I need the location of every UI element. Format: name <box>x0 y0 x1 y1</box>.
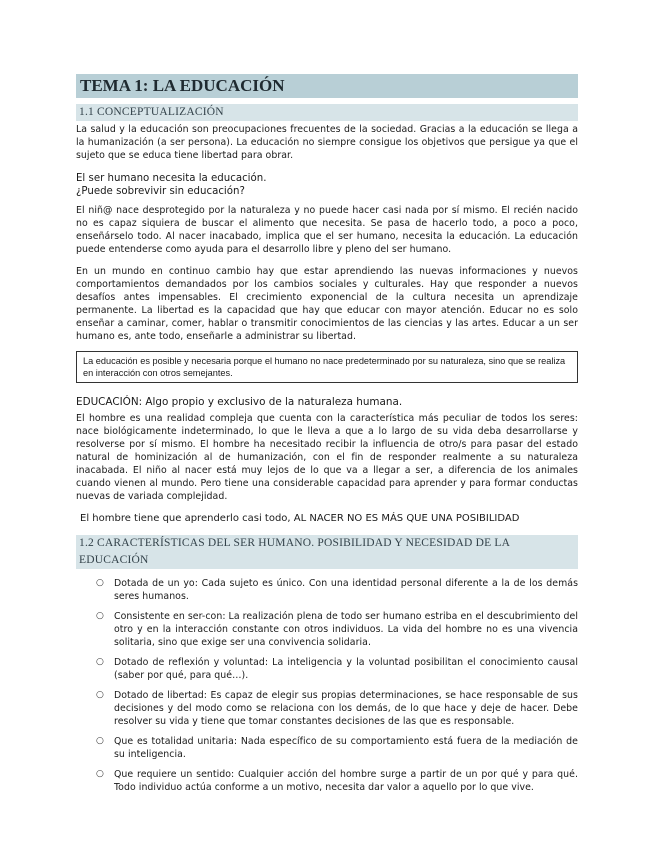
paragraph-changing-world: En un mundo en continuo cambio hay que estar aprendiendo las nuevas informaciones y nuevos comportamientos demandados por los cambios sociales y culturales. Hay que responder a nuevos desafíos antes impensables. El crecimiento exponencial de la cultura necesita un aprendizaje permanente. La libertad es la capacidad que hay que educar con mayor atención. Educar no es solo enseñar a caminar, comer, hablar o transmitir conocimientos de las ciencias y las artes. Educar a un ser humano es, ante todo, enseñarle a administrar su libertad. <box>76 266 578 342</box>
list-item-text: Que es totalidad unitaria: Nada específico de su comportamiento está fuera de la mediación de su inteligencia. <box>114 736 578 760</box>
document-page <box>76 74 578 801</box>
circle-bullet-icon: ○ <box>96 657 104 667</box>
list-item <box>76 610 578 649</box>
paragraph-newborn: El niñ@ nace desprotegido por la naturaleza y no puede hacer casi nada por sí mismo. El recién nacido no es capaz siquiera de buscar el alimento que necesita. Se pasa de hacerlo todo, a poco a poco, enseñárselo todo. Al nacer inacabado, implica que el ser humano, necesita la educación. La educación puede entenderse como ayuda para el desarrollo libre y pleno del ser humano. <box>76 205 578 255</box>
circle-bullet-icon: ○ <box>96 769 104 779</box>
paragraph-complex-reality: El hombre es una realidad compleja que cuenta con la característica más peculiar de todos los seres: nace biológicamente indeterminado, lo que le lleva a que a lo largo de su vida deba desarrollarse y resolverse por sí mismo. El hombre ha necesitado recibir la influencia de otro/s para pasar del estado natural de hominización al de humanización, con el fin de responder realmente a su naturaleza inacabada. El niño al nacer está muy lejos de lo que va a llegar a ser, a diferencia de los animales cuando vienen al mundo. Pero tiene una considerable capacidad para aprender y para formar conductas nuevas de variada complejidad. <box>76 413 578 502</box>
possibility-statement: El hombre tiene que aprenderlo casi todo, AL NACER NO ES MÁS QUE UNA POSIBILIDAD <box>80 513 520 524</box>
list-item <box>76 577 578 603</box>
section-1-title: 1.1 CONCEPTUALIZACIÓN <box>76 104 578 121</box>
characteristics-list <box>76 577 578 794</box>
question-line-1: El ser humano necesita la educación. <box>76 173 267 184</box>
circle-bullet-icon: ○ <box>96 611 104 621</box>
list-item-text: Que requiere un sentido: Cualquier acción del hombre surge a partir de un por qué y para qué. Todo individuo actúa conforme a un motivo, necesita dar valor a aquello por lo que vive. <box>114 769 578 793</box>
list-item-text: Dotada de un yo: Cada sujeto es único. Con una identidad personal diferente a la de los demás seres humanos. <box>114 578 578 602</box>
list-item-text: Dotado de libertad: Es capaz de elegir sus propias determinaciones, se hace responsable de sus decisiones y del modo como se relaciona con los demás, de lo que hace y deje de hacer. Debe resolver su vida y tiene que tomar constantes decisiones de las que es responsable. <box>114 690 578 727</box>
list-item <box>76 735 578 761</box>
list-item <box>76 768 578 794</box>
list-item-text: Consistente en ser-con: La realización plena de todo ser humano estriba en el descubrimiento del otro y en la interacción constante con otros individuos. La vida del hombre no es una vivencia solitaria, sino que exige ser una convivencia solidaria. <box>114 611 579 648</box>
paragraph-intro: La salud y la educación son preocupaciones frecuentes de la sociedad. Gracias a la educación se llega a la humanización (a ser persona). La educación no siempre consigue los objetivos que persigue ya que el sujeto que se educa tiene libertad para obrar. <box>76 124 578 161</box>
list-item-text: Dotado de reflexión y voluntad: La inteligencia y la voluntad posibilitan el conocimiento causal (saber por qué, para qué…). <box>114 657 578 681</box>
circle-bullet-icon: ○ <box>96 736 104 746</box>
circle-bullet-icon: ○ <box>96 690 104 700</box>
question-line-2: ¿Puede sobrevivir sin educación? <box>76 186 245 197</box>
list-item <box>76 689 578 728</box>
circle-bullet-icon: ○ <box>96 578 104 588</box>
education-definition: EDUCACIÓN: Algo propio y exclusivo de la naturaleza humana. <box>76 396 403 408</box>
tema-title: TEMA 1: LA EDUCACIÓN <box>76 74 578 98</box>
list-item <box>76 656 578 682</box>
section-2-title: 1.2 CARACTERÍSTICAS DEL SER HUMANO. POSIBILIDAD Y NECESIDAD DE LA EDUCACIÓN <box>76 535 578 569</box>
highlight-box: La educación es posible y necesaria porque el humano no nace predeterminado por su naturaleza, sino que se realiza en interacción con otros semejantes. <box>76 351 578 383</box>
